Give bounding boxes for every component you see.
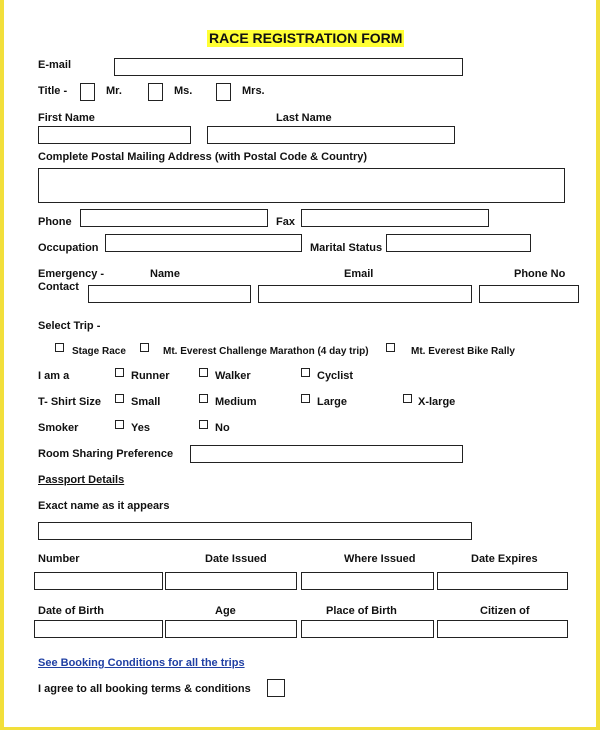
occupation-input[interactable]: [105, 234, 302, 252]
title-mrs-checkbox[interactable]: [216, 83, 231, 101]
smoker-no-checkbox[interactable]: [199, 420, 208, 429]
title-label: Title -: [38, 85, 68, 97]
passport-details-heading: Passport Details: [38, 474, 125, 486]
passport-number-input[interactable]: [34, 572, 163, 590]
date-of-birth-label: Date of Birth: [38, 605, 104, 617]
left-yellow-border: [0, 0, 4, 730]
tshirt-xlarge-label: X-large: [418, 396, 456, 408]
emergency-phone-label: Phone No: [514, 268, 566, 280]
tshirt-small-checkbox[interactable]: [115, 394, 124, 403]
occupation-label: Occupation: [38, 242, 99, 254]
first-name-input[interactable]: [38, 126, 191, 144]
emergency-email-input[interactable]: [258, 285, 472, 303]
tshirt-medium-label: Medium: [215, 396, 257, 408]
emergency-label: Emergency -: [38, 268, 105, 280]
right-yellow-border: [596, 0, 600, 730]
trip-bike-rally-checkbox[interactable]: [386, 343, 395, 352]
walker-checkbox[interactable]: [199, 368, 208, 377]
passport-number-label: Number: [38, 553, 80, 565]
title-mr-label: Mr.: [106, 85, 122, 97]
citizen-of-input[interactable]: [437, 620, 568, 638]
first-name-label: First Name: [38, 112, 95, 124]
title-mr-checkbox[interactable]: [80, 83, 95, 101]
tshirt-size-label: T- Shirt Size: [38, 396, 101, 408]
title-ms-checkbox[interactable]: [148, 83, 163, 101]
marital-status-label: Marital Status: [310, 242, 383, 254]
trip-bike-rally-label: Mt. Everest Bike Rally: [411, 346, 515, 357]
runner-label: Runner: [131, 370, 170, 382]
cyclist-checkbox[interactable]: [301, 368, 310, 377]
tshirt-small-label: Small: [131, 396, 161, 408]
walker-label: Walker: [215, 370, 251, 382]
cyclist-label: Cyclist: [317, 370, 354, 382]
emergency-name-input[interactable]: [88, 285, 251, 303]
place-of-birth-input[interactable]: [301, 620, 434, 638]
where-issued-label: Where Issued: [344, 553, 416, 565]
title-ms-label: Ms.: [174, 85, 193, 97]
fax-input[interactable]: [301, 209, 489, 227]
agree-terms-checkbox[interactable]: [267, 679, 285, 697]
emergency-name-label: Name: [150, 268, 180, 280]
last-name-label: Last Name: [276, 112, 332, 124]
form-title: RACE REGISTRATION FORM: [209, 30, 403, 46]
tshirt-medium-checkbox[interactable]: [199, 394, 208, 403]
i-am-label: I am a: [38, 370, 70, 382]
smoker-no-label: No: [215, 422, 230, 434]
runner-checkbox[interactable]: [115, 368, 124, 377]
emergency-email-label: Email: [344, 268, 374, 280]
age-input[interactable]: [165, 620, 297, 638]
title-mrs-label: Mrs.: [242, 85, 265, 97]
tshirt-large-checkbox[interactable]: [301, 394, 310, 403]
date-of-birth-input[interactable]: [34, 620, 163, 638]
date-expires-input[interactable]: [437, 572, 568, 590]
smoker-yes-label: Yes: [131, 422, 150, 434]
phone-label: Phone: [38, 216, 72, 228]
date-issued-label: Date Issued: [205, 553, 267, 565]
trip-marathon-checkbox[interactable]: [140, 343, 149, 352]
date-expires-label: Date Expires: [471, 553, 538, 565]
emergency-phone-input[interactable]: [479, 285, 579, 303]
booking-conditions-link[interactable]: See Booking Conditions for all the trips: [38, 657, 245, 669]
email-input[interactable]: [114, 58, 463, 76]
room-sharing-input[interactable]: [190, 445, 463, 463]
date-issued-input[interactable]: [165, 572, 297, 590]
select-trip-label: Select Trip -: [38, 320, 101, 332]
trip-stage-race-label: Stage Race: [72, 346, 126, 357]
phone-input[interactable]: [80, 209, 268, 227]
smoker-yes-checkbox[interactable]: [115, 420, 124, 429]
email-label: E-mail: [38, 59, 72, 71]
contact-label: Contact: [38, 281, 79, 293]
exact-name-label: Exact name as it appears: [38, 500, 170, 512]
smoker-label: Smoker: [38, 422, 79, 434]
tshirt-large-label: Large: [317, 396, 347, 408]
exact-name-input[interactable]: [38, 522, 472, 540]
citizen-of-label: Citizen of: [480, 605, 530, 617]
marital-status-input[interactable]: [386, 234, 531, 252]
last-name-input[interactable]: [207, 126, 455, 144]
place-of-birth-label: Place of Birth: [326, 605, 397, 617]
age-label: Age: [215, 605, 236, 617]
room-sharing-label: Room Sharing Preference: [38, 448, 174, 460]
where-issued-input[interactable]: [301, 572, 434, 590]
address-label: Complete Postal Mailing Address (with Postal Code & Country): [38, 151, 368, 163]
trip-marathon-label: Mt. Everest Challenge Marathon (4 day trip): [163, 346, 369, 357]
fax-label: Fax: [276, 216, 295, 228]
agree-terms-label: I agree to all booking terms & conditions: [38, 683, 251, 695]
trip-stage-race-checkbox[interactable]: [55, 343, 64, 352]
address-input[interactable]: [38, 168, 565, 203]
tshirt-xlarge-checkbox[interactable]: [403, 394, 412, 403]
